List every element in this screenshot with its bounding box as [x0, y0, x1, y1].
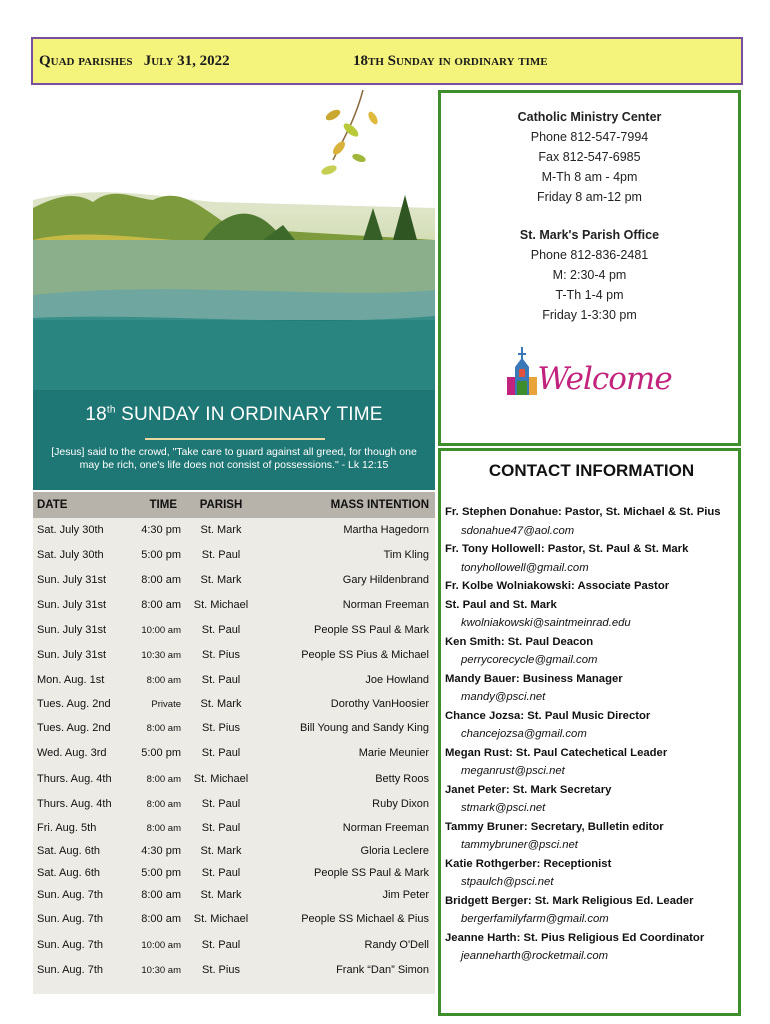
- st-marks-monday: M: 2:30-4 pm: [552, 268, 627, 282]
- contact-title: CONTACT INFORMATION: [488, 461, 695, 480]
- welcome-text: Welcome: [537, 361, 672, 397]
- contact-name: Ken Smith: St. Paul Deacon: [445, 635, 594, 648]
- date-cell: Wed. Aug. 3rd: [37, 747, 107, 759]
- hero-title: 18th SUNDAY IN ORDINARY TIME: [85, 404, 383, 425]
- parish-cell: St. Paul: [201, 549, 241, 561]
- time-cell: 10:00 am: [141, 624, 181, 636]
- time-cell: 5:00 pm: [141, 867, 181, 879]
- intention-cell: Gary Hildenbrand: [342, 574, 429, 586]
- header-date: DATE: [37, 499, 68, 511]
- table-row: [33, 862, 435, 884]
- table-row: [33, 840, 435, 862]
- scripture-quote: [Jesus] said to the crowd, "Take care to guard against all greed, for though one may be rich, one's life does not consist of possessions." - Lk 12:15: [51, 446, 417, 472]
- contact-name: Fr. Kolbe Wolniakowski: Associate Pastor: [445, 580, 670, 592]
- time-cell: 4:30 pm: [141, 845, 181, 857]
- bulletin-header: [31, 37, 743, 85]
- intention-cell: People SS Paul & Mark: [314, 624, 429, 636]
- contact-name: Fr. Stephen Donahue: Pastor, St. Michael & St. Pius: [445, 506, 721, 518]
- table-row: [33, 642, 435, 668]
- date-cell: Sun. July 31st: [37, 624, 107, 636]
- contact-email: mandy@psci.net: [461, 691, 546, 703]
- contact-email: meganrust@psci.net: [461, 765, 565, 777]
- table-row: [33, 932, 435, 958]
- contact-email: tammybruner@psci.net: [461, 839, 578, 851]
- intention-cell: Martha Hagedorn: [343, 524, 429, 536]
- contact-name: Tammy Bruner: Secretary, Bulletin editor: [445, 820, 664, 833]
- mass-schedule-table: [33, 492, 435, 994]
- time-cell: 8:00 am: [141, 913, 181, 925]
- intention-cell: Marie Meunier: [358, 747, 429, 759]
- time-cell: 8:00 am: [146, 722, 181, 734]
- parish-cell: St. Michael: [193, 599, 249, 611]
- time-cell: 5:00 pm: [141, 747, 181, 759]
- header-intention: MASS INTENTION: [330, 499, 429, 511]
- contact-name-line2: St. Paul and St. Mark: [445, 598, 557, 611]
- intention-cell: Norman Freeman: [342, 599, 429, 611]
- table-row: [33, 618, 435, 642]
- date-cell: Sun. Aug. 7th: [37, 889, 104, 901]
- contact-name: Mandy Bauer: Business Manager: [445, 672, 623, 685]
- time-cell: 8:00 am: [141, 889, 181, 901]
- date-cell: Sun. July 31st: [37, 574, 107, 586]
- contact-name: Chance Jozsa: St. Paul Music Director: [445, 709, 651, 722]
- contact-email: stmark@psci.net: [461, 802, 546, 814]
- parish-cell: St. Pius: [202, 649, 240, 661]
- intention-cell: People SS Paul & Mark: [314, 867, 429, 879]
- parish-cell: St. Paul: [201, 939, 241, 951]
- contact-email: stpaulch@psci.net: [461, 876, 554, 888]
- welcome-graphic: [507, 347, 671, 395]
- st-marks-friday: Friday 1-3:30 pm: [542, 308, 637, 322]
- date-cell: Tues. Aug. 2nd: [37, 698, 111, 710]
- time-cell: 10:00 am: [141, 939, 181, 951]
- time-cell: Private: [151, 698, 181, 710]
- parish-cell: St. Paul: [201, 867, 241, 879]
- date-cell: Fri. Aug. 5th: [37, 822, 97, 834]
- contact-name: Katie Rothgerber: Receptionist: [445, 857, 612, 870]
- date-cell: Sat. Aug. 6th: [37, 867, 100, 879]
- intention-cell: Dorothy VanHoosier: [330, 698, 429, 710]
- intention-cell: Jim Peter: [382, 889, 429, 901]
- date-cell: Sat. Aug. 6th: [37, 845, 100, 857]
- table-row: [33, 716, 435, 740]
- contact-email: kwolniakowski@saintmeinrad.edu: [461, 617, 631, 629]
- parish-cell: St. Mark: [200, 845, 242, 857]
- table-row: [33, 592, 435, 618]
- time-cell: 8:00 am: [146, 798, 181, 810]
- contact-information-box: [438, 448, 741, 1016]
- intention-cell: Joe Howland: [365, 674, 429, 686]
- contact-name: Janet Peter: St. Mark Secretary: [445, 783, 612, 796]
- hero-divider: [145, 438, 325, 440]
- contact-email: sdonahue47@aol.com: [461, 524, 575, 537]
- parish-cell: St. Paul: [201, 798, 241, 810]
- table-row: [33, 884, 435, 906]
- date-cell: Mon. Aug. 1st: [37, 674, 105, 686]
- parish-cell: St. Paul: [201, 747, 241, 759]
- table-row: [33, 906, 435, 932]
- intention-cell: Ruby Dixon: [372, 798, 429, 810]
- time-cell: 10:30 am: [141, 649, 181, 661]
- intention-cell: Frank “Dan” Simon: [336, 964, 429, 976]
- intention-cell: Norman Freeman: [342, 822, 429, 834]
- time-cell: 5:00 pm: [141, 549, 181, 561]
- contact-email: jeanneharth@rocketmail.com: [461, 950, 609, 962]
- contact-name: Fr. Tony Hollowell: Pastor, St. Paul & St. Mark: [445, 543, 689, 555]
- time-cell: 10:30 am: [141, 964, 181, 976]
- table-row: [33, 668, 435, 692]
- intention-cell: Betty Roos: [375, 773, 429, 785]
- table-row: [33, 568, 435, 592]
- contact-email: perrycorecycle@gmail.com: [461, 654, 598, 666]
- table-row: [33, 816, 435, 840]
- date-cell: Sun. Aug. 7th: [37, 913, 104, 925]
- date-cell: Thurs. Aug. 4th: [37, 773, 112, 785]
- st-marks-phone: Phone 812-836-2481: [530, 248, 649, 262]
- contact-email: tonyhollowell@gmail.com: [461, 561, 589, 574]
- table-body: [33, 518, 435, 982]
- st-marks-office-title: St. Mark's Parish Office: [519, 228, 660, 242]
- ministry-center-title: Catholic Ministry Center: [517, 110, 662, 124]
- table-row: [33, 766, 435, 792]
- time-cell: 8:00 am: [141, 574, 181, 586]
- date-cell: Tues. Aug. 2nd: [37, 722, 111, 734]
- time-cell: 8:00 am: [146, 674, 181, 686]
- contact-name: Bridgett Berger: St. Mark Religious Ed. Leader: [445, 894, 694, 907]
- parish-cell: St. Michael: [193, 913, 249, 925]
- parish-cell: St. Paul: [201, 822, 241, 834]
- parish-cell: St. Pius: [202, 964, 240, 976]
- ministry-center-fax: Fax 812-547-6985: [538, 150, 641, 164]
- date-cell: Sat. July 30th: [37, 549, 104, 561]
- table-row: [33, 518, 435, 542]
- church-icon: [507, 347, 537, 395]
- contact-email: chancejozsa@gmail.com: [461, 728, 587, 740]
- intention-cell: People SS Michael & Pius: [301, 913, 429, 925]
- parish-cell: St. Mark: [200, 889, 242, 901]
- intention-cell: Bill Young and Sandy King: [299, 722, 429, 734]
- contact-name: Jeanne Harth: St. Pius Religious Ed Coordinator: [445, 931, 705, 944]
- table-header: [33, 492, 435, 518]
- parish-cell: St. Mark: [200, 698, 242, 710]
- table-row: [33, 692, 435, 716]
- date-cell: Sun. July 31st: [37, 649, 107, 661]
- date-cell: Sat. July 30th: [37, 524, 104, 536]
- table-row: [33, 958, 435, 982]
- parish-cell: St. Mark: [200, 524, 242, 536]
- parish-cell: St. Paul: [201, 624, 241, 636]
- office-hours-box: [438, 90, 741, 446]
- intention-cell: Gloria Leclere: [360, 845, 429, 857]
- time-cell: 8:00 am: [141, 599, 181, 611]
- ministry-center-hours: M-Th 8 am - 4pm: [541, 170, 638, 184]
- header-time: TIME: [149, 499, 177, 511]
- date-cell: Sun. Aug. 7th: [37, 964, 104, 976]
- date-cell: Sun. Aug. 7th: [37, 939, 104, 951]
- ministry-center-phone: Phone 812-547-7994: [530, 130, 649, 144]
- header-parish: PARISH: [199, 499, 243, 511]
- leaves-decoration: [320, 90, 379, 176]
- intention-cell: Tim Kling: [383, 549, 429, 561]
- intention-cell: Randy O'Dell: [364, 939, 429, 951]
- table-row: [33, 792, 435, 816]
- lake-landscape-illustration: [33, 90, 435, 490]
- time-cell: 8:00 am: [146, 773, 181, 785]
- bulletin-date: July 31, 2022: [143, 52, 230, 69]
- time-cell: 8:00 am: [146, 822, 181, 834]
- parish-cell: St. Paul: [201, 674, 241, 686]
- contact-name: Megan Rust: St. Paul Catechetical Leader: [445, 746, 668, 759]
- parish-cell: St. Michael: [193, 773, 249, 785]
- liturgical-sunday: 18th Sunday in ordinary time: [353, 52, 548, 69]
- date-cell: Thurs. Aug. 4th: [37, 798, 112, 810]
- st-marks-tue-thu: T-Th 1-4 pm: [555, 288, 624, 302]
- table-row: [33, 740, 435, 766]
- intention-cell: People SS Pius & Michael: [301, 649, 429, 661]
- hero-image: [33, 90, 435, 490]
- time-cell: 4:30 pm: [141, 524, 181, 536]
- parish-cell: St. Mark: [200, 574, 242, 586]
- table-row: [33, 542, 435, 568]
- contact-email: bergerfamilyfarm@gmail.com: [461, 913, 609, 925]
- quad-parishes-label: Quad parishes: [39, 52, 133, 69]
- date-cell: Sun. July 31st: [37, 599, 107, 611]
- parish-cell: St. Pius: [202, 722, 240, 734]
- ministry-center-friday: Friday 8 am-12 pm: [537, 190, 642, 204]
